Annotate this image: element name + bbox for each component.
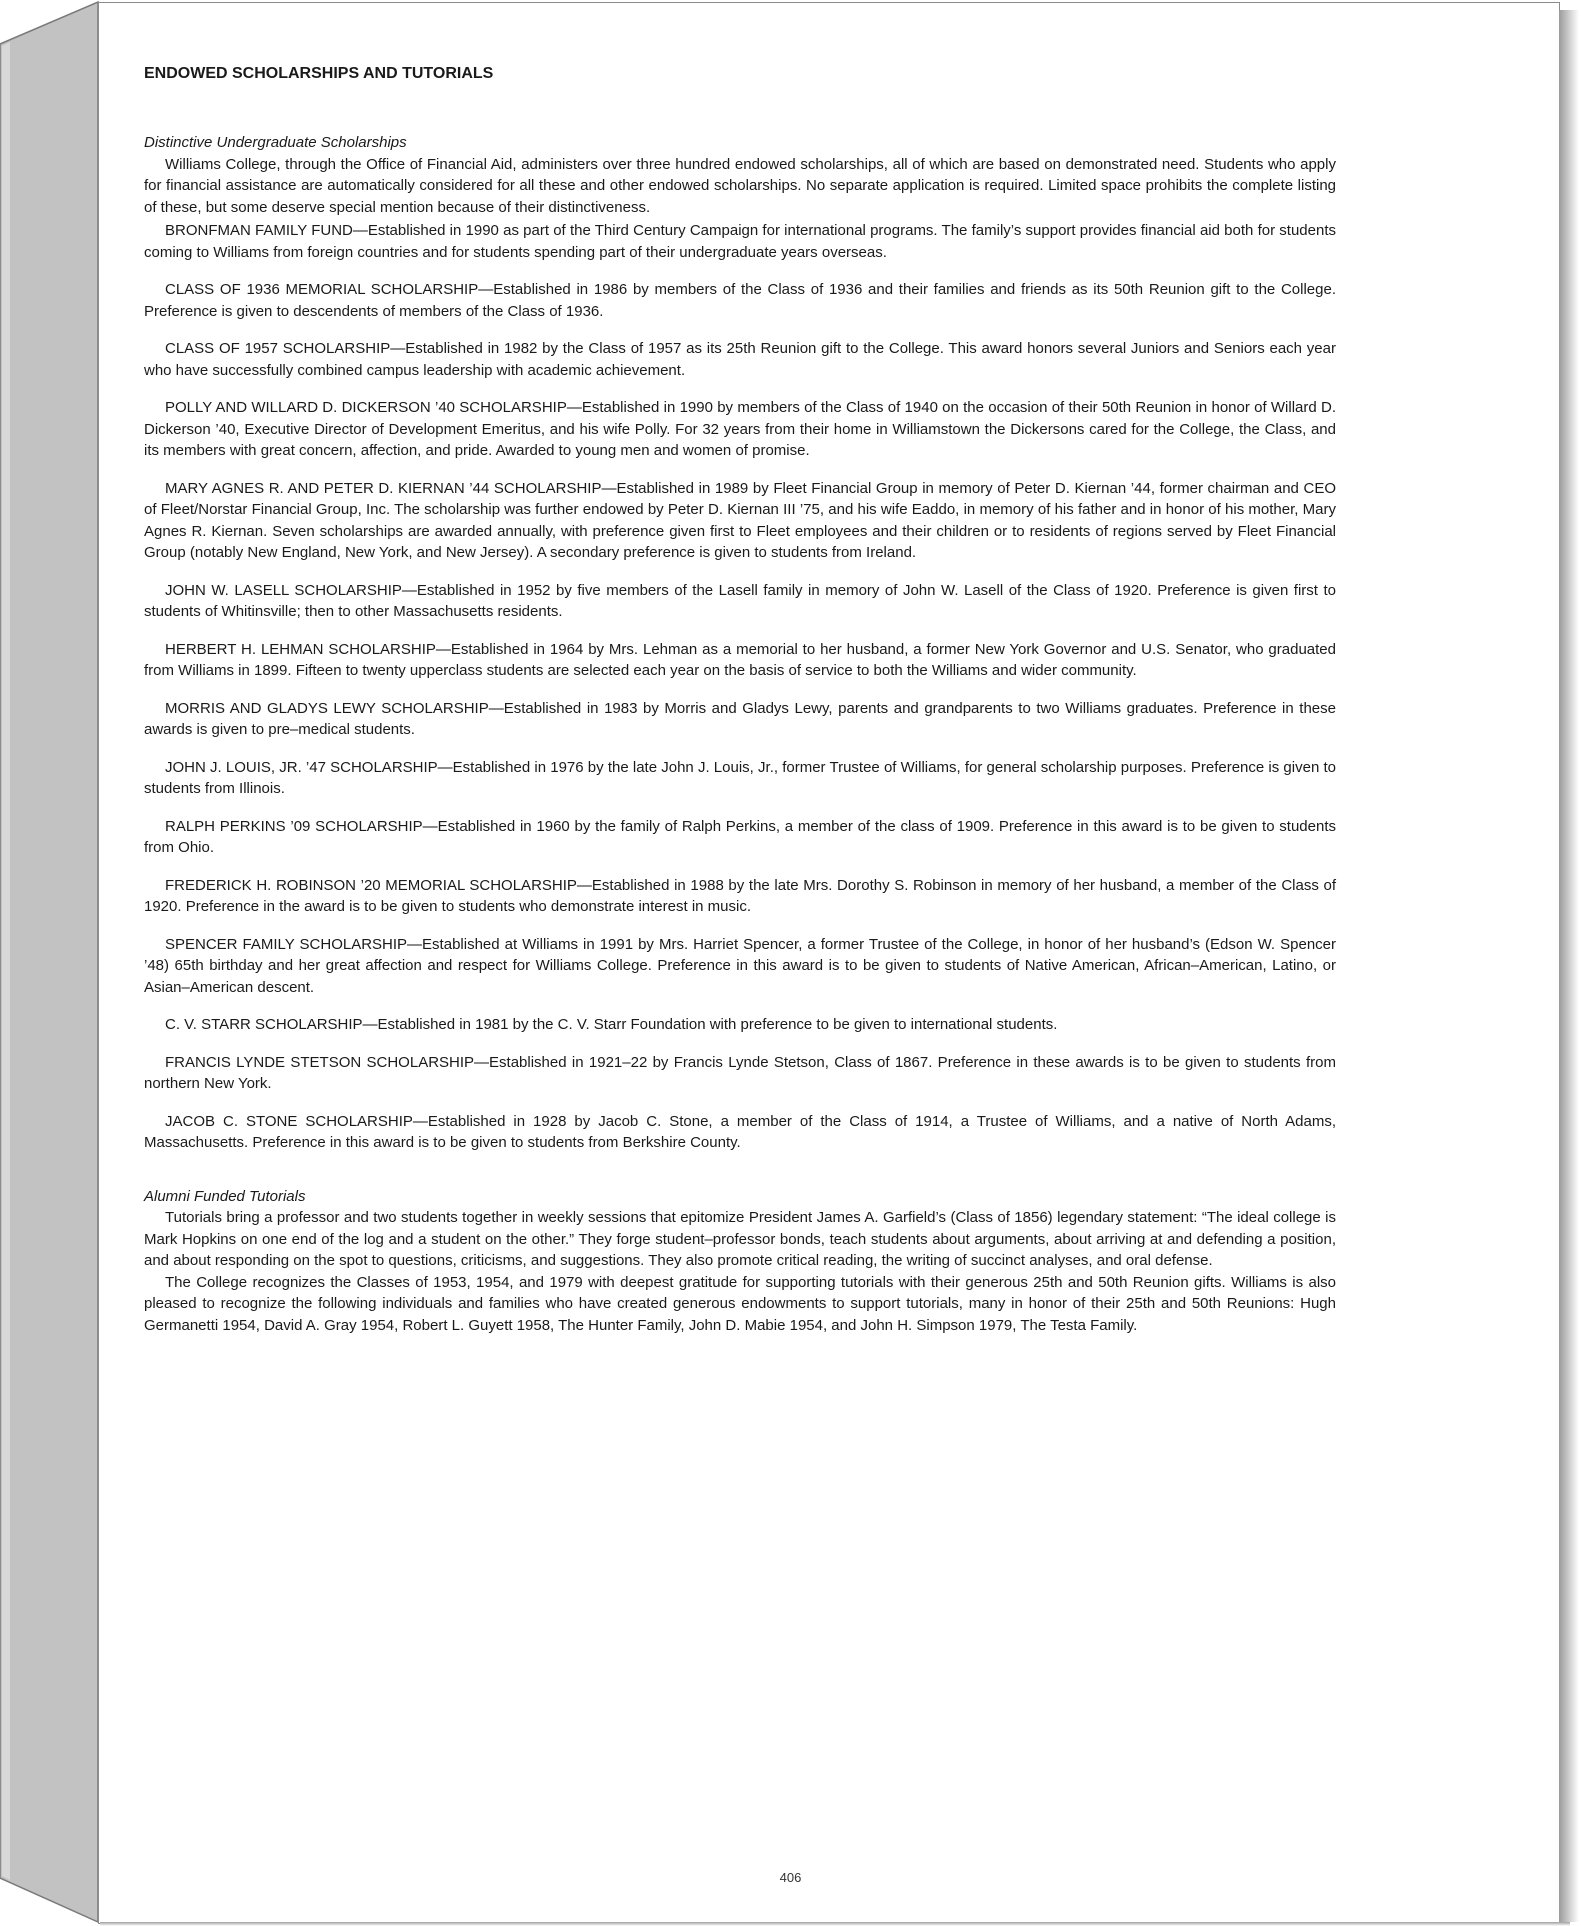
- scholarship-entry: CLASS OF 1936 MEMORIAL SCHOLARSHIP—Established in 1986 by members of the Class of 1936 and their families and friends as its 50th Reunion gift to the College. Preference is given to descendents of members of the Class of 1936.: [144, 281, 1336, 320]
- section-heading-tutorials: Alumni Funded Tutorials: [144, 1187, 306, 1205]
- book-spine: [0, 0, 100, 1926]
- page-number: 406: [779, 1870, 802, 1885]
- scholarship-entry: JOHN J. LOUIS, JR. ’47 SCHOLARSHIP—Established in 1976 by the late John J. Louis, Jr., former Trustee of Williams, for general scholarship purposes. Preference is given to students from Illinois.: [144, 758, 1336, 797]
- scholarship-entry: SPENCER FAMILY SCHOLARSHIP—Established at Williams in 1991 by Mrs. Harriet Spencer, a former Trustee of the College, in honor of her husband’s (Edson W. Spencer ’48) 65th birthday and her great affection and respect for Williams College. Preference in this award is to be given to students of Native American, African–American, Latino, or Asian–American descent.: [144, 935, 1336, 996]
- scholarship-entry: JACOB C. STONE SCHOLARSHIP—Established in 1928 by Jacob C. Stone, a member of the Class of 1914, a Trustee of Williams, and a native of North Adams, Massachusetts. Preference in this award is to be given to students from Berkshire County.: [144, 1112, 1336, 1151]
- page-content: [144, 64, 1336, 1336]
- scholarship-entry: JOHN W. LASELL SCHOLARSHIP—Established in 1952 by five members of the Lasell family in memory of John W. Lasell of the Class of 1920. Preference is given first to students of Whitinsville; then to other Massachusetts residents.: [144, 581, 1336, 620]
- page-shadow-bottom: [100, 1922, 1570, 1926]
- tutorials-paragraph: The College recognizes the Classes of 1953, 1954, and 1979 with deepest gratitude for supporting tutorials with their generous 25th and 50th Reunion gifts. Williams is also pleased to recognize the following individuals and families who have created generous endowments to support tutorials, many in honor of their 25th and 50th Reunions: Hugh Germanetti 1954, David A. Gray 1954, Robert L. Guyett 1958, The Hunter Family, John D. Mabie 1954, and John H. Simpson 1979, The Testa Family.: [144, 1273, 1336, 1334]
- scholarships-intro: Williams College, through the Office of Financial Aid, administers over three hundred endowed scholarships, all of which are based on demonstrated need. Students who apply for financial assistance are automatically considered for all these and other endowed scholarships. No separate application is required. Limited space prohibits the complete listing of these, but some deserve special mention because of their distinctiveness.: [144, 155, 1336, 216]
- scholarship-entry: FRANCIS LYNDE STETSON SCHOLARSHIP—Established in 1921–22 by Francis Lynde Stetson, Class of 1867. Preference in these awards is to be given to students from northern New York.: [144, 1053, 1336, 1092]
- scholarship-entry: MARY AGNES R. AND PETER D. KIERNAN ’44 SCHOLARSHIP—Established in 1989 by Fleet Financial Group in memory of Peter D. Kiernan ’44, former chairman and CEO of Fleet/Norstar Financial Group, Inc. The scholarship was further endowed by Peter D. Kiernan III ’75, and his wife Eaddo, in memory of his father and in honor of his mother, Mary Agnes R. Kiernan. Seven scholarships are awarded annually, with preference given first to Fleet employees and their children or to residents of regions served by Fleet Financial Group (notably New England, New York, and New Jersey). A secondary preference is given to students from Ireland.: [144, 479, 1336, 561]
- scholarship-entry: MORRIS AND GLADYS LEWY SCHOLARSHIP—Established in 1983 by Morris and Gladys Lewy, parents and grandparents to two Williams graduates. Preference in these awards is given to pre–medical students.: [144, 699, 1336, 738]
- page-title: ENDOWED SCHOLARSHIPS AND TUTORIALS: [144, 65, 494, 82]
- page-shadow: [1559, 10, 1579, 1922]
- scholarship-entry: RALPH PERKINS ’09 SCHOLARSHIP—Established in 1960 by the family of Ralph Perkins, a member of the class of 1909. Preference in this award is to be given to students from Ohio.: [144, 817, 1336, 856]
- scholarship-entry: CLASS OF 1957 SCHOLARSHIP—Established in 1982 by the Class of 1957 as its 25th Reunion gift to the College. This award honors several Juniors and Seniors each year who have successfully combined campus leadership with academic achievement.: [144, 340, 1336, 379]
- scholarship-entry: POLLY AND WILLARD D. DICKERSON ’40 SCHOLARSHIP—Established in 1990 by members of the Class of 1940 on the occasion of their 50th Reunion in honor of Willard D. Dickerson ’40, Executive Director of Development Emeritus, and his wife Polly. For 32 years from their home in Williamstown the Dickersons cared for the College, the Class, and its members with great concern, affection, and pride. Awarded to young men and women of promise.: [144, 399, 1336, 459]
- tutorials-paragraph: Tutorials bring a professor and two students together in weekly sessions that epitomize President James A. Garfield’s (Class of 1856) legendary statement: “The ideal college is Mark Hopkins on one end of the log and a student on the other.” They forge student–professor bonds, teach students about arguments, about arriving at and defending a position, and about responding on the spot to questions, criticisms, and suggestions. They also promote critical reading, the writing of succinct analyses, and oral defense.: [144, 1209, 1336, 1269]
- section-heading-scholarships: Distinctive Undergraduate Scholarships: [144, 134, 407, 151]
- scholarship-entry: HERBERT H. LEHMAN SCHOLARSHIP—Established in 1964 by Mrs. Lehman as a memorial to her husband, a former New York Governor and U.S. Senator, who graduated from Williams in 1899. Fifteen to twenty upperclass students are selected each year on the basis of service to both the Williams and wider community.: [144, 640, 1336, 679]
- scholarship-entry: C. V. STARR SCHOLARSHIP—Established in 1981 by the C. V. Starr Foundation with preference to be given to international students.: [165, 1016, 1058, 1033]
- scholarship-entry: FREDERICK H. ROBINSON ’20 MEMORIAL SCHOLARSHIP—Established in 1988 by the late Mrs. Dorothy S. Robinson in memory of her husband, a member of the Class of 1920. Preference in the award is to be given to students who demonstrate interest in music.: [144, 876, 1336, 915]
- scholarship-entry: BRONFMAN FAMILY FUND—Established in 1990 as part of the Third Century Campaign for international programs. The family’s support provides financial aid both for students coming to Williams from foreign countries and for students spending part of their undergraduate years overseas.: [144, 222, 1336, 261]
